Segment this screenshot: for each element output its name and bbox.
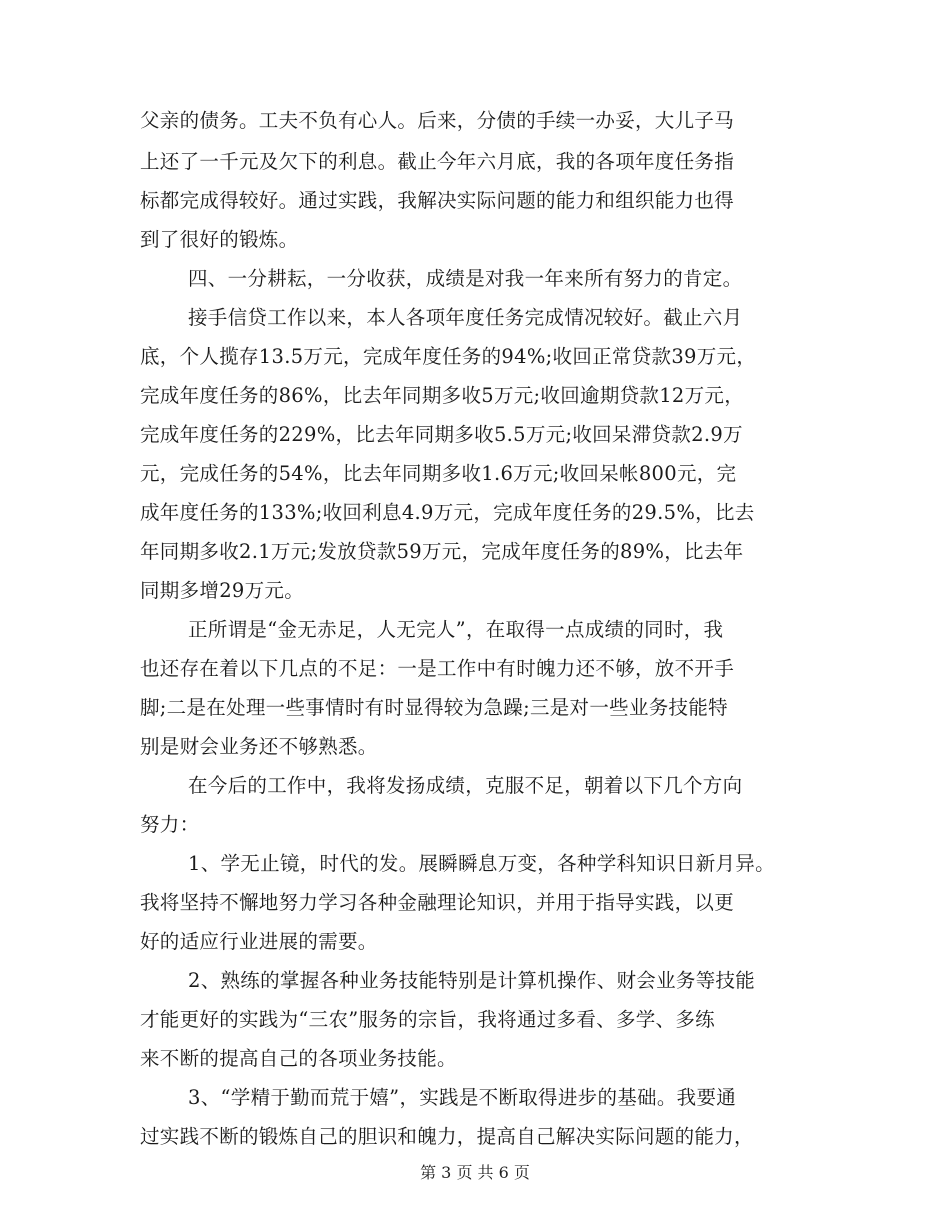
text-line: 别是财会业务还不够熟悉。	[140, 735, 378, 758]
text-line: 好的适应行业进展的需要。	[140, 930, 378, 953]
text-line: 标都完成得较好。通过实践，我解决实际问题的能力和组织能力也得	[140, 189, 735, 212]
text-line: 脚;二是在处理一些事情时有时显得较为急躁;三是对一些业务技能特	[140, 696, 728, 719]
text-line: 我将坚持不懈地努力学习各种金融理论知识，并用于指导实践，以更	[140, 891, 735, 914]
text-line: 也还存在着以下几点的不足：一是工作中有时魄力还不够，放不开手	[140, 657, 735, 680]
text-line: 1、学无止镜，时代的发。展瞬瞬息万变，各种学科知识日新月异。	[188, 852, 775, 875]
text-line: 2、熟练的掌握各种业务技能特别是计算机操作、财会业务等技能	[188, 969, 756, 992]
text-line: 正所谓是“金无赤足，人无完人”，在取得一点成绩的同时，我	[188, 618, 724, 641]
text-line: 上还了一千元及欠下的利息。截止今年六月底，我的各项年度任务指	[140, 150, 735, 173]
text-line: 在今后的工作中，我将发扬成绩，克服不足，朝着以下几个方向	[188, 774, 743, 797]
text-line: 四、一分耕耘，一分收获，成绩是对我一年来所有努力的肯定。	[188, 267, 743, 290]
text-line: 年同期多收2.1万元;发放贷款59万元，完成年度任务的89%，比去年	[140, 540, 744, 563]
page-number-footer: 第 3 页 共 6 页	[420, 1163, 530, 1182]
text-line: 父亲的债务。工夫不负有心人。后来，分债的手续一办妥，大儿子马	[140, 109, 735, 132]
text-line: 成年度任务的133%;收回利息4.9万元，完成年度任务的29.5%，比去	[140, 501, 755, 524]
text-line: 过实践不断的锻炼自己的胆识和魄力，提高自己解决实际问题的能力，	[140, 1125, 754, 1148]
text-line: 努力：	[140, 813, 200, 836]
text-line: 底，个人揽存13.5万元，完成年度任务的94%;收回正常贷款39万元，	[140, 345, 757, 368]
text-line: 元，完成任务的54%，比去年同期多收1.6万元;收回呆帐800元，完	[140, 462, 737, 485]
text-line: 完成年度任务的229%，比去年同期多收5.5万元;收回呆滞贷款2.9万	[140, 423, 743, 446]
text-line: 才能更好的实践为“三农”服务的宗旨，我将通过多看、多学、多练	[140, 1008, 715, 1031]
text-line: 接手信贷工作以来，本人各项年度任务完成情况较好。截止六月	[188, 306, 743, 329]
text-line: 完成年度任务的86%，比去年同期多收5万元;收回逾期贷款12万元，	[140, 384, 745, 407]
text-line: 来不断的提高自己的各项业务技能。	[140, 1047, 457, 1070]
text-line: 3、“学精于勤而荒于嬉”，实践是不断取得进步的基础。我要通	[188, 1086, 737, 1109]
text-line: 到了很好的锻炼。	[140, 228, 299, 251]
text-line: 同期多增29万元。	[140, 579, 305, 602]
